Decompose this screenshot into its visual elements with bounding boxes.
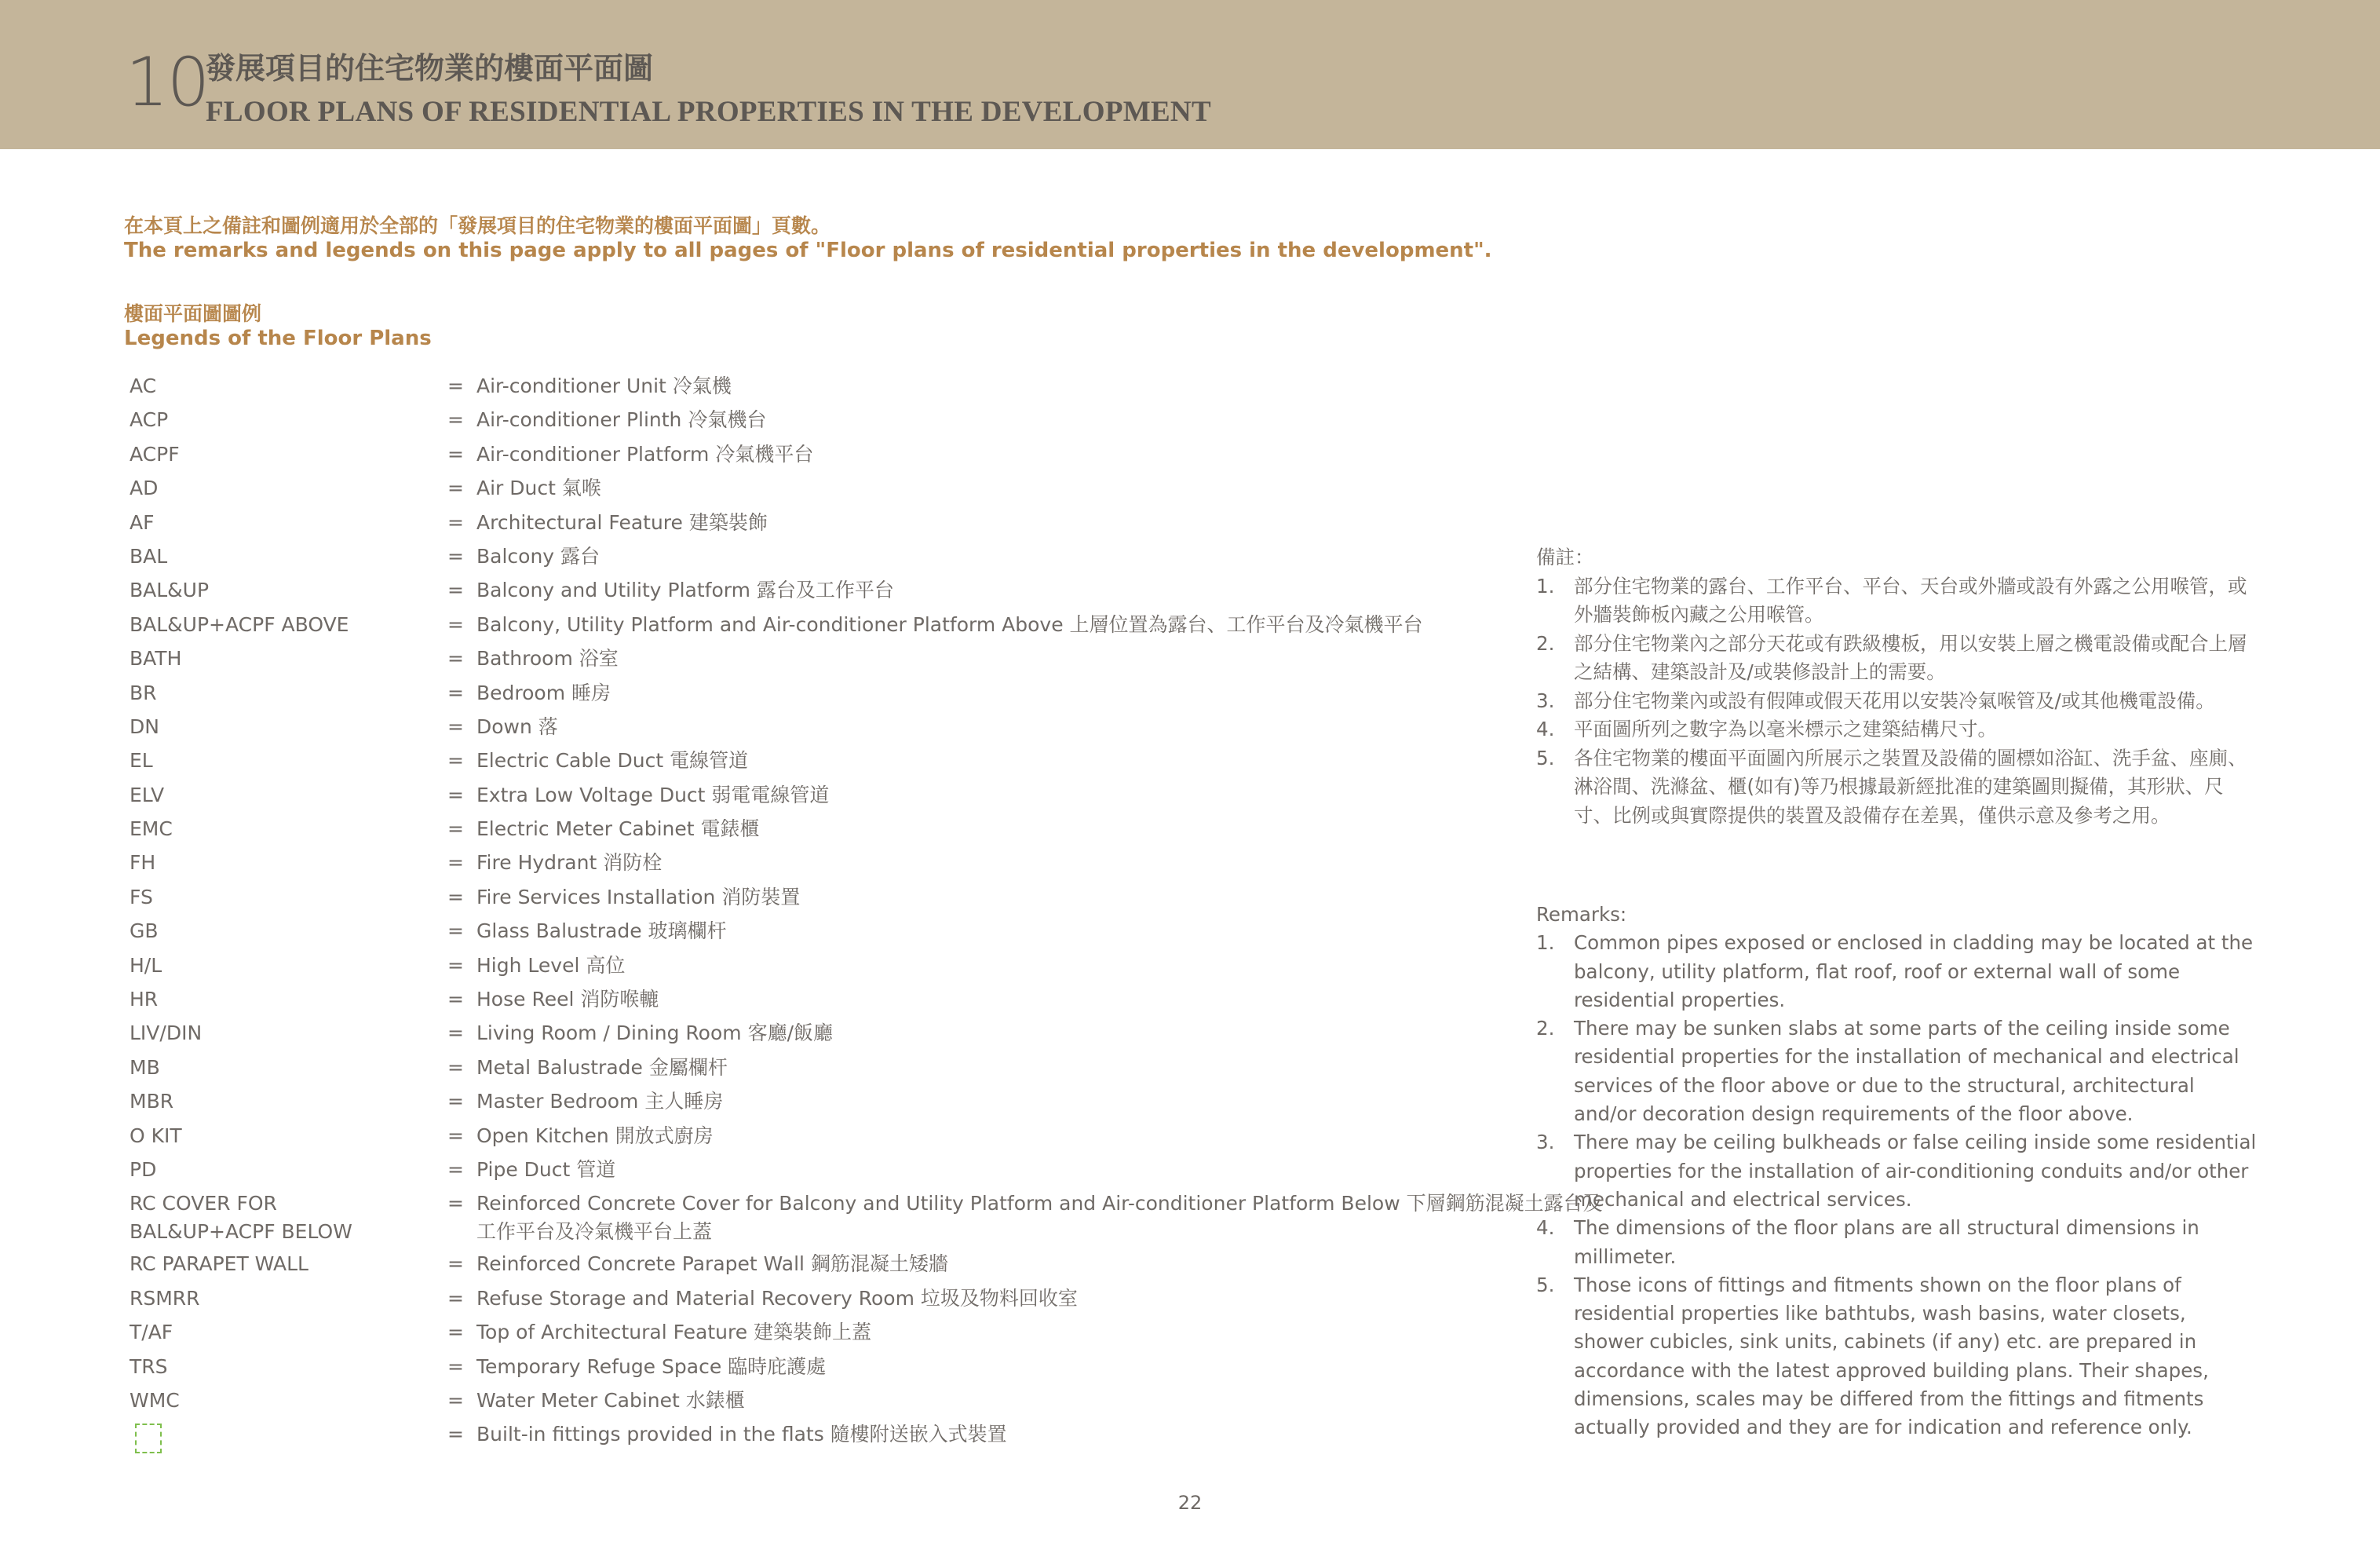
legend-abbreviation: O KIT	[130, 1124, 182, 1147]
legend-description: Extra Low Voltage Duct 弱電電線管道	[476, 783, 830, 806]
legend-abbreviation: MBR	[130, 1090, 174, 1113]
legend-description: Electric Cable Duct 電線管道	[476, 749, 749, 773]
legend-description: Master Bedroom 主人睡房	[476, 1090, 724, 1113]
legend-description: High Level 高位	[476, 953, 626, 977]
legend-equals: =	[447, 1192, 464, 1215]
legend-description: Living Room / Dining Room 客廳/飯廳	[476, 1022, 833, 1045]
legend-abbreviation: LIV/DIN	[130, 1022, 203, 1045]
legend-abbreviation: AC	[130, 375, 157, 397]
legend-abbreviation: H/L	[130, 953, 162, 977]
legend-abbreviation: BR	[130, 681, 157, 704]
legend-description: Down 落	[476, 715, 558, 738]
legend-abbreviation: HR	[130, 988, 159, 1011]
legend-abbreviation: ACPF	[130, 442, 180, 466]
legend-equals: =	[447, 749, 464, 773]
legend-row	[130, 440, 1488, 474]
legend-description: Fire Hydrant 消防栓	[476, 851, 663, 875]
legend-equals: =	[447, 1124, 464, 1147]
legend-abbreviation: AD	[130, 477, 159, 500]
remark-item	[1536, 630, 2258, 687]
legend-abbreviation: BATH	[130, 647, 182, 671]
remark-item	[1536, 1271, 2258, 1442]
legend-row	[130, 543, 1488, 576]
legend-row	[130, 645, 1488, 678]
remark-text: 部分住宅物業內或設有假陣或假天花用以安裝冷氣喉管及/或其他機電設備。	[1574, 689, 2215, 712]
legend-abbreviation: RC PARAPET WALL	[130, 1252, 308, 1276]
remarks-en-title: Remarks:	[1536, 903, 1627, 926]
legend-abbreviation: PD	[130, 1157, 157, 1181]
legend-row	[130, 509, 1488, 543]
remark-item	[1536, 1128, 2258, 1214]
remark-text: 部分住宅物業的露台、工作平台、平台、天台或外牆或設有外露之公用喉管，或外牆裝飾板內藏之公用喉管。	[1574, 574, 2247, 626]
legend-row	[130, 1250, 1488, 1284]
legend-equals: =	[447, 1090, 464, 1113]
remark-item	[1536, 1014, 2258, 1128]
legend-abbreviation: ELV	[130, 783, 165, 806]
legend-row	[130, 1318, 1488, 1352]
legend-description: Top of Architectural Feature 建築裝飾上蓋	[476, 1321, 872, 1344]
remark-text: Common pipes exposed or enclosed in cladding may be located at the balcony, utility platform, flat roof, roof or external wall of some residential properties.	[1574, 931, 2254, 1011]
legend-description: Architectural Feature 建築裝飾	[476, 510, 768, 534]
legend-equals: =	[447, 1157, 464, 1181]
legend-abbreviation: BAL&UP	[130, 579, 210, 602]
legend-description: Temporary Refuge Space 臨時庇護處	[476, 1354, 827, 1378]
remark-text: There may be sunken slabs at some parts of the ceiling inside some residential properties for the installation of mechanical and electrical services of the floor above or due to the structural, architectural and/or decoration design requirements of the floor above.	[1574, 1017, 2239, 1126]
remark-item	[1536, 715, 2258, 744]
legend-row	[130, 917, 1488, 951]
legend-description: Electric Meter Cabinet 電錶櫃	[476, 817, 760, 841]
legend-equals: =	[447, 953, 464, 977]
legend-equals: =	[447, 919, 464, 943]
remark-text: 部分住宅物業內之部分天花或有跌級樓板，用以安裝上層之機電設備或配合上層之結構、建築設計及/或裝修設計上的需要。	[1574, 631, 2247, 683]
remark-number: 4.	[1536, 1216, 1555, 1240]
remark-number: 1.	[1536, 574, 1555, 598]
legend-equals: =	[447, 647, 464, 671]
remark-item	[1536, 744, 2258, 831]
legend-equals: =	[447, 1354, 464, 1378]
legend-abbreviation: GB	[130, 919, 159, 943]
legend-abbreviation: BAL&UP+ACPF ABOVE	[130, 612, 349, 636]
remark-item	[1536, 687, 2258, 716]
remarks-en	[1536, 901, 2258, 1442]
legend-description: Fire Services Installation 消防裝置	[476, 885, 801, 908]
remark-text: There may be ceiling bulkheads or false ceiling inside some residential properties for the installation of air-conditioning conduits and/or other mechanical and electrical services.	[1574, 1131, 2257, 1211]
legend-heading-zh: 樓面平面圖圖例	[124, 302, 262, 325]
remark-number: 4.	[1536, 718, 1555, 740]
legend-row	[130, 985, 1488, 1019]
legend-row	[130, 1054, 1488, 1087]
legend-description: Air-conditioner Plinth 冷氣機台	[476, 408, 767, 432]
legend-equals: =	[447, 612, 464, 636]
legend-description: Bathroom 浴室	[476, 647, 619, 671]
legend-equals: =	[447, 1388, 464, 1412]
legend-row	[130, 1019, 1488, 1053]
legend-description: Air-conditioner Unit 冷氣機	[476, 375, 732, 397]
remark-number: 5.	[1536, 746, 1555, 769]
legend-description: Reinforced Concrete Cover for Balcony and Utility Platform and Air-conditioner Platform Below 下層鋼筋混凝土露台及工作平台及冷氣機平台上蓋	[476, 1192, 1603, 1244]
remarks-zh	[1536, 543, 2258, 830]
legend-row	[130, 1087, 1488, 1121]
legend-row	[130, 815, 1488, 849]
built-in-fittings-symbol-icon	[135, 1424, 162, 1453]
legend-equals: =	[447, 1252, 464, 1276]
legend-abbreviation: TRS	[130, 1354, 168, 1378]
legend-equals: =	[447, 1055, 464, 1079]
remark-number: 2.	[1536, 1017, 1555, 1040]
legend-row	[130, 781, 1488, 815]
remarks-zh-title: 備註：	[1536, 546, 1594, 568]
legend-heading-en: Legends of the Floor Plans	[124, 327, 432, 350]
legend-equals: =	[447, 408, 464, 432]
page-title-zh: 發展項目的住宅物業的樓面平面圖	[206, 50, 654, 86]
legend-abbreviation: FS	[130, 885, 153, 908]
remark-number: 3.	[1536, 1131, 1555, 1154]
legend-equals: =	[447, 1321, 464, 1344]
legend-row	[130, 1387, 1488, 1420]
legend-abbreviation: T/AF	[130, 1321, 173, 1344]
legend-description: Balcony and Utility Platform 露台及工作平台	[476, 579, 894, 602]
legend-equals: =	[447, 817, 464, 841]
intro-note-zh: 在本頁上之備註和圖例適用於全部的「發展項目的住宅物業的樓面平面圖」頁數。	[124, 214, 831, 237]
legend-row	[130, 747, 1488, 780]
legend-row	[130, 1122, 1488, 1156]
legend-equals: =	[447, 442, 464, 466]
legend-equals: =	[447, 988, 464, 1011]
legend-equals: =	[447, 1423, 464, 1446]
legend-equals: =	[447, 579, 464, 602]
page-number: 22	[1177, 1492, 1203, 1514]
section-number: 10	[126, 43, 209, 122]
remark-number: 5.	[1536, 1273, 1555, 1296]
legend-equals: =	[447, 783, 464, 806]
legend-abbreviation: WMC	[130, 1388, 180, 1412]
legend-abbreviation: RSMRR	[130, 1286, 200, 1310]
legend-description: Balcony, Utility Platform and Air-conditioner Platform Above 上層位置為露台、工作平台及冷氣機平台	[476, 612, 1423, 636]
legend-equals: =	[447, 1286, 464, 1310]
legend-row	[130, 611, 1488, 645]
legend-description: Bedroom 睡房	[476, 681, 611, 704]
legend-equals: =	[447, 544, 464, 568]
legend-description: Air Duct 氣喉	[476, 477, 601, 500]
legend-description: Pipe Duct 管道	[476, 1157, 616, 1181]
remark-text: The dimensions of the floor plans are all structural dimensions in millimeter.	[1574, 1216, 2199, 1268]
intro-note-en: The remarks and legends on this page apply to all pages of "Floor plans of residential properties in the development".	[124, 239, 1492, 262]
legend-equals: =	[447, 885, 464, 908]
remark-text: 平面圖所列之數字為以毫米標示之建築結構尺寸。	[1574, 718, 1997, 740]
remark-number: 3.	[1536, 689, 1555, 712]
legend-equals: =	[447, 1022, 464, 1045]
legend-abbreviation: EL	[130, 749, 153, 773]
remark-text: 各住宅物業的樓面平面圖內所展示之裝置及設備的圖標如浴缸、洗手盆、座廁、淋浴間、洗滌盆、櫃(如有)等乃根據最新經批准的建築圖則擬備，其形狀、尺寸、比例或與實際提供的裝置及設備存在差異，僅供示意及參考之用。	[1574, 746, 2247, 827]
legend-description: Glass Balustrade 玻璃欄杆	[476, 919, 727, 943]
legend-description: Balcony 露台	[476, 544, 600, 568]
legend-row	[130, 952, 1488, 985]
legend-abbreviation: ACP	[130, 408, 169, 432]
remark-item	[1536, 1214, 2258, 1271]
legend-description: Refuse Storage and Material Recovery Room 垃圾及物料回收室	[476, 1286, 1078, 1310]
remark-item	[1536, 929, 2258, 1014]
page-title-en: FLOOR PLANS OF RESIDENTIAL PROPERTIES IN THE DEVELOPMENT	[206, 96, 1211, 128]
legend-equals: =	[447, 510, 464, 534]
legend-row	[130, 883, 1488, 917]
legend-abbreviation: BAL	[130, 544, 168, 568]
legend-description: Hose Reel 消防喉轆	[476, 988, 659, 1011]
legend-abbreviation: EMC	[130, 817, 173, 841]
legend-description: Built-in fittings provided in the flats 隨樓附送嵌入式裝置	[476, 1423, 1007, 1446]
legend-row	[130, 1420, 1488, 1454]
remark-number: 1.	[1536, 931, 1555, 955]
legend-equals: =	[447, 681, 464, 704]
legend-row	[130, 406, 1488, 440]
legend-equals: =	[447, 375, 464, 397]
legend-row	[130, 849, 1488, 883]
legend-description: Reinforced Concrete Parapet Wall 鋼筋混凝土矮牆	[476, 1252, 948, 1276]
legend-description: Water Meter Cabinet 水錶櫃	[476, 1388, 745, 1412]
legend-row	[130, 576, 1488, 610]
legend-row	[130, 474, 1488, 508]
legend-row	[130, 1285, 1488, 1318]
legend-row	[130, 1156, 1488, 1190]
legend-equals: =	[447, 715, 464, 738]
remarks-en-list	[1536, 929, 2258, 1442]
legend-row	[130, 372, 1488, 406]
legend-equals: =	[447, 851, 464, 875]
legend-abbreviation: FH	[130, 851, 156, 875]
legend-row	[130, 679, 1488, 713]
legend-abbreviation: AF	[130, 510, 155, 534]
legend-equals: =	[447, 477, 464, 500]
remark-text: Those icons of fittings and fitments shown on the floor plans of residential properties like bathtubs, wash basins, water closets, shower cubicles, sink units, cabinets (if any) etc. are prepared in accordance with the latest approved building plans. Their shapes, dimensions, scales may be differed from the fittings and fitments actually provided and they are for indication and reference only.	[1574, 1273, 2209, 1439]
remark-item	[1536, 572, 2258, 630]
legend-description: Metal Balustrade 金屬欄杆	[476, 1055, 728, 1079]
remarks-zh-list	[1536, 572, 2258, 831]
legend-abbreviation: MB	[130, 1055, 160, 1079]
remark-number: 2.	[1536, 631, 1555, 655]
legend-row	[130, 1353, 1488, 1387]
header-band	[0, 0, 2380, 149]
legend-row	[130, 713, 1488, 747]
legend-row	[130, 1190, 1603, 1250]
legend-description: Open Kitchen 開放式廚房	[476, 1124, 714, 1147]
legend-description: Air-conditioner Platform 冷氣機平台	[476, 442, 814, 466]
legend-abbreviation: RC COVER FOR BAL&UP+ACPF BELOW	[130, 1192, 352, 1244]
legend-abbreviation: DN	[130, 715, 159, 738]
